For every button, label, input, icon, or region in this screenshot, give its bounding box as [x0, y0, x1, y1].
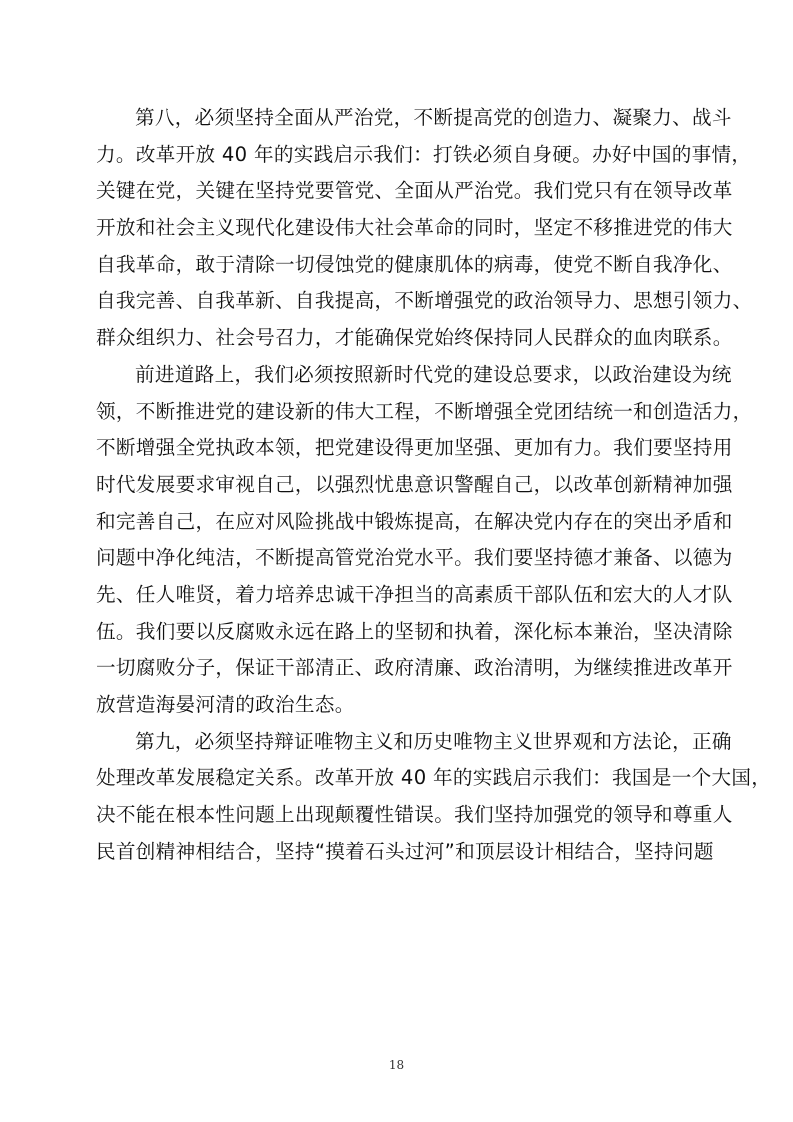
- paragraph-ninth-principle: [96, 724, 772, 871]
- paragraph-way-forward: [96, 357, 753, 724]
- text-line: 处理改革发展稳定关系。改革开放 40 年的实践启示我们：我国是一个大国，: [96, 766, 772, 790]
- text-line: 力。改革开放 40 年的实践启示我们：打铁必须自身硬。办好中国的事情，: [96, 142, 752, 166]
- text-line: 问题中净化纯洁，不断提高管党治党水平。我们要坚持德才兼备、以德为: [96, 546, 733, 570]
- text-line: 领，不断推进党的建设新的伟大工程，不断增强全党团结统一和创造活力，: [96, 399, 753, 423]
- text-line: 和完善自己，在应对风险挑战中锻炼提高，在解决党内存在的突出矛盾和: [96, 509, 733, 533]
- text-line: 开放和社会主义现代化建设伟大社会革命的同时，坚定不移推进党的伟大: [96, 216, 733, 240]
- text-line: 不断增强全党执政本领，把党建设得更加坚强、更加有力。我们要坚持用: [96, 436, 733, 460]
- text-line: 一切腐败分子，保证干部清正、政府清廉、政治清明，为继续推进改革开: [96, 656, 733, 680]
- text-line: 先、任人唯贤，着力培养忠诚干净担当的高素质干部队伍和宏大的人才队: [96, 582, 733, 606]
- text-line: 伍。我们要以反腐败永远在路上的坚韧和执着，深化标本兼治，坚决清除: [96, 619, 733, 643]
- text-line: 第九，必须坚持辩证唯物主义和历史唯物主义世界观和方法论，正确: [135, 729, 732, 753]
- text-line: 自我革命，敢于清除一切侵蚀党的健康肌体的病毒，使党不断自我净化、: [96, 252, 733, 276]
- paragraph-eighth-principle: [96, 100, 753, 357]
- body-text: [96, 100, 772, 870]
- text-line: 第八，必须坚持全面从严治党，不断提高党的创造力、凝聚力、战斗: [135, 106, 732, 129]
- text-line: 群众组织力、社会号召力，才能确保党始终保持同人民群众的血肉联系。: [96, 326, 733, 350]
- text-line: 决不能在根本性问题上出现颠覆性错误。我们坚持加强党的领导和尊重人: [96, 803, 733, 827]
- text-line: 关键在党，关键在坚持党要管党、全面从严治党。我们党只有在领导改革: [96, 179, 733, 203]
- page-number: 18: [388, 1058, 405, 1072]
- text-line: 民首创精神相结合，坚持“摸着石头过河”和顶层设计相结合，坚持问题: [96, 839, 714, 863]
- text-line: 放营造海晏河清的政治生态。: [96, 693, 355, 716]
- text-line: 前进道路上，我们必须按照新时代党的建设总要求，以政治建设为统: [135, 362, 732, 386]
- text-line: 自我完善、自我革新、自我提高，不断增强党的政治领导力、思想引领力、: [96, 289, 753, 313]
- text-line: 时代发展要求审视自己，以强烈忧患意识警醒自己，以改革创新精神加强: [96, 472, 733, 496]
